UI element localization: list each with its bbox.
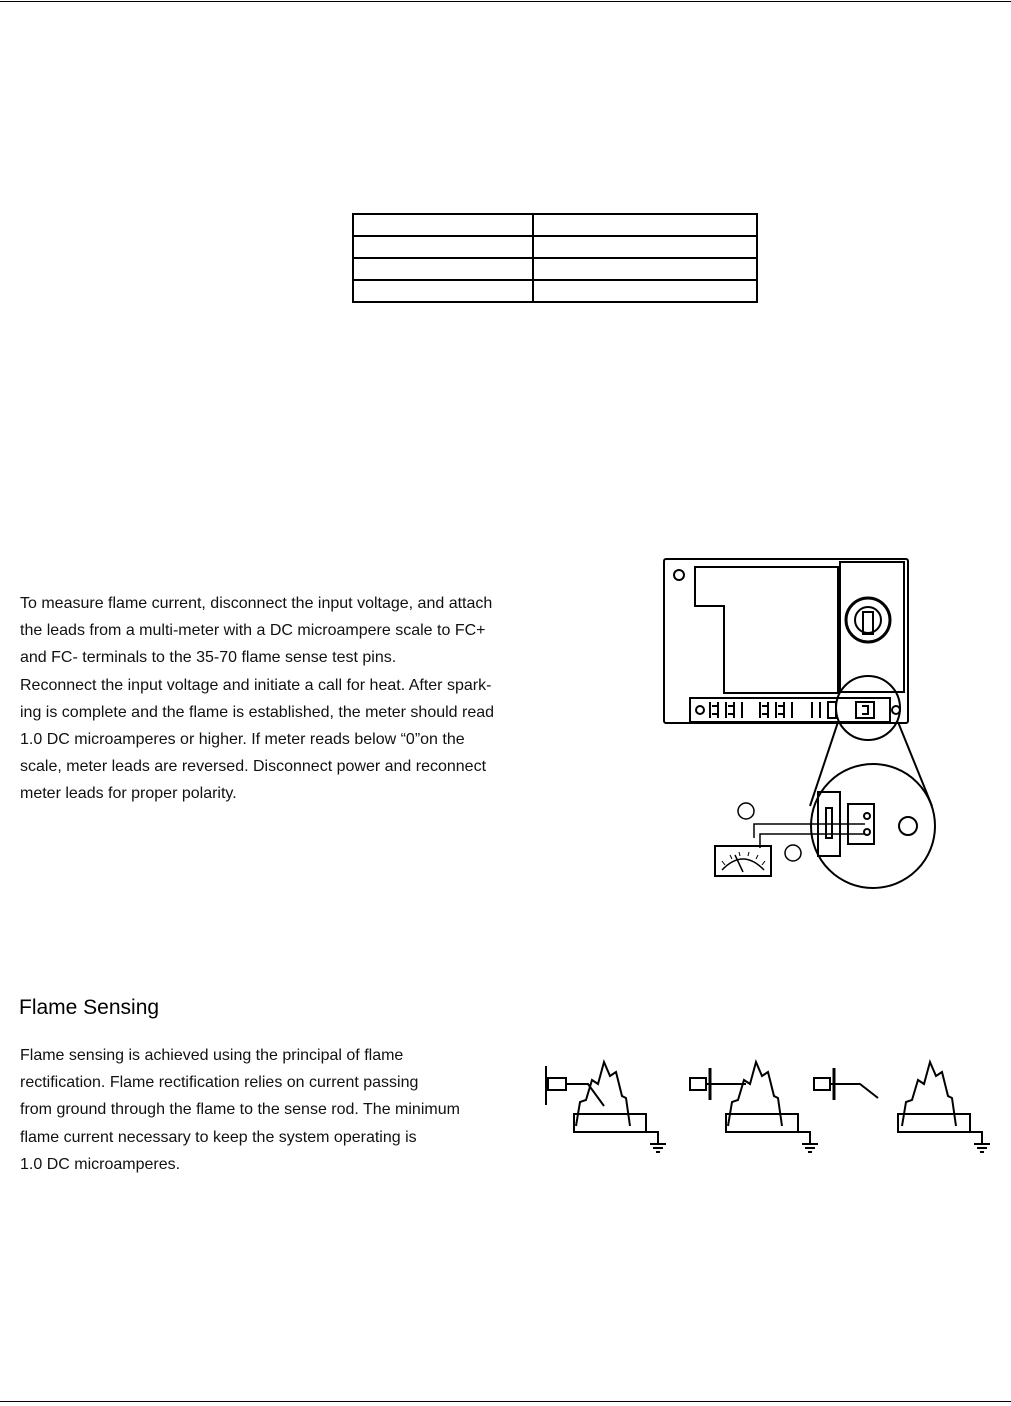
flame-sensing-heading: Flame Sensing [19, 996, 160, 1019]
table-cell [353, 236, 533, 258]
flame-current-paragraph: To measure flame current, disconnect the input voltage, and attach the leads from a multi-meter with a DC microampere scale to FC+ and FC- terminals to the 35-70 flame sense test pins. Reconnect the input voltage and initiate a call for heat. After spark- ing is complete and the flame is established, the meter should read 1.0 DC microamperes or higher. If meter reads below “0”on the scale, meter leads are reversed. Disconnect power and reconnect meter leads for proper polarity. [20, 595, 495, 803]
table-cell [353, 258, 533, 280]
table-cell [533, 280, 757, 302]
table-row [353, 236, 757, 258]
table-cell [353, 214, 533, 236]
table-row [353, 214, 757, 236]
flame-rectification-diagram-icon [540, 1050, 1000, 1160]
ignition-control-meter-diagram-icon [660, 556, 940, 886]
table-cell [533, 214, 757, 236]
table-cell [533, 236, 757, 258]
table-row [353, 280, 757, 302]
table-cell [533, 258, 757, 280]
flame-sensing-paragraph: Flame sensing is achieved using the principal of flame rectification. Flame rectification relies on current passing from ground through the flame to the sense rod. The minimum flame current necessary to keep the system operating is 1.0 DC microamperes. [20, 1047, 460, 1173]
table-cell [353, 280, 533, 302]
bottom-rule [0, 1401, 1011, 1402]
blank-table [352, 213, 758, 303]
table-row [353, 258, 757, 280]
top-rule [0, 1, 1011, 2]
